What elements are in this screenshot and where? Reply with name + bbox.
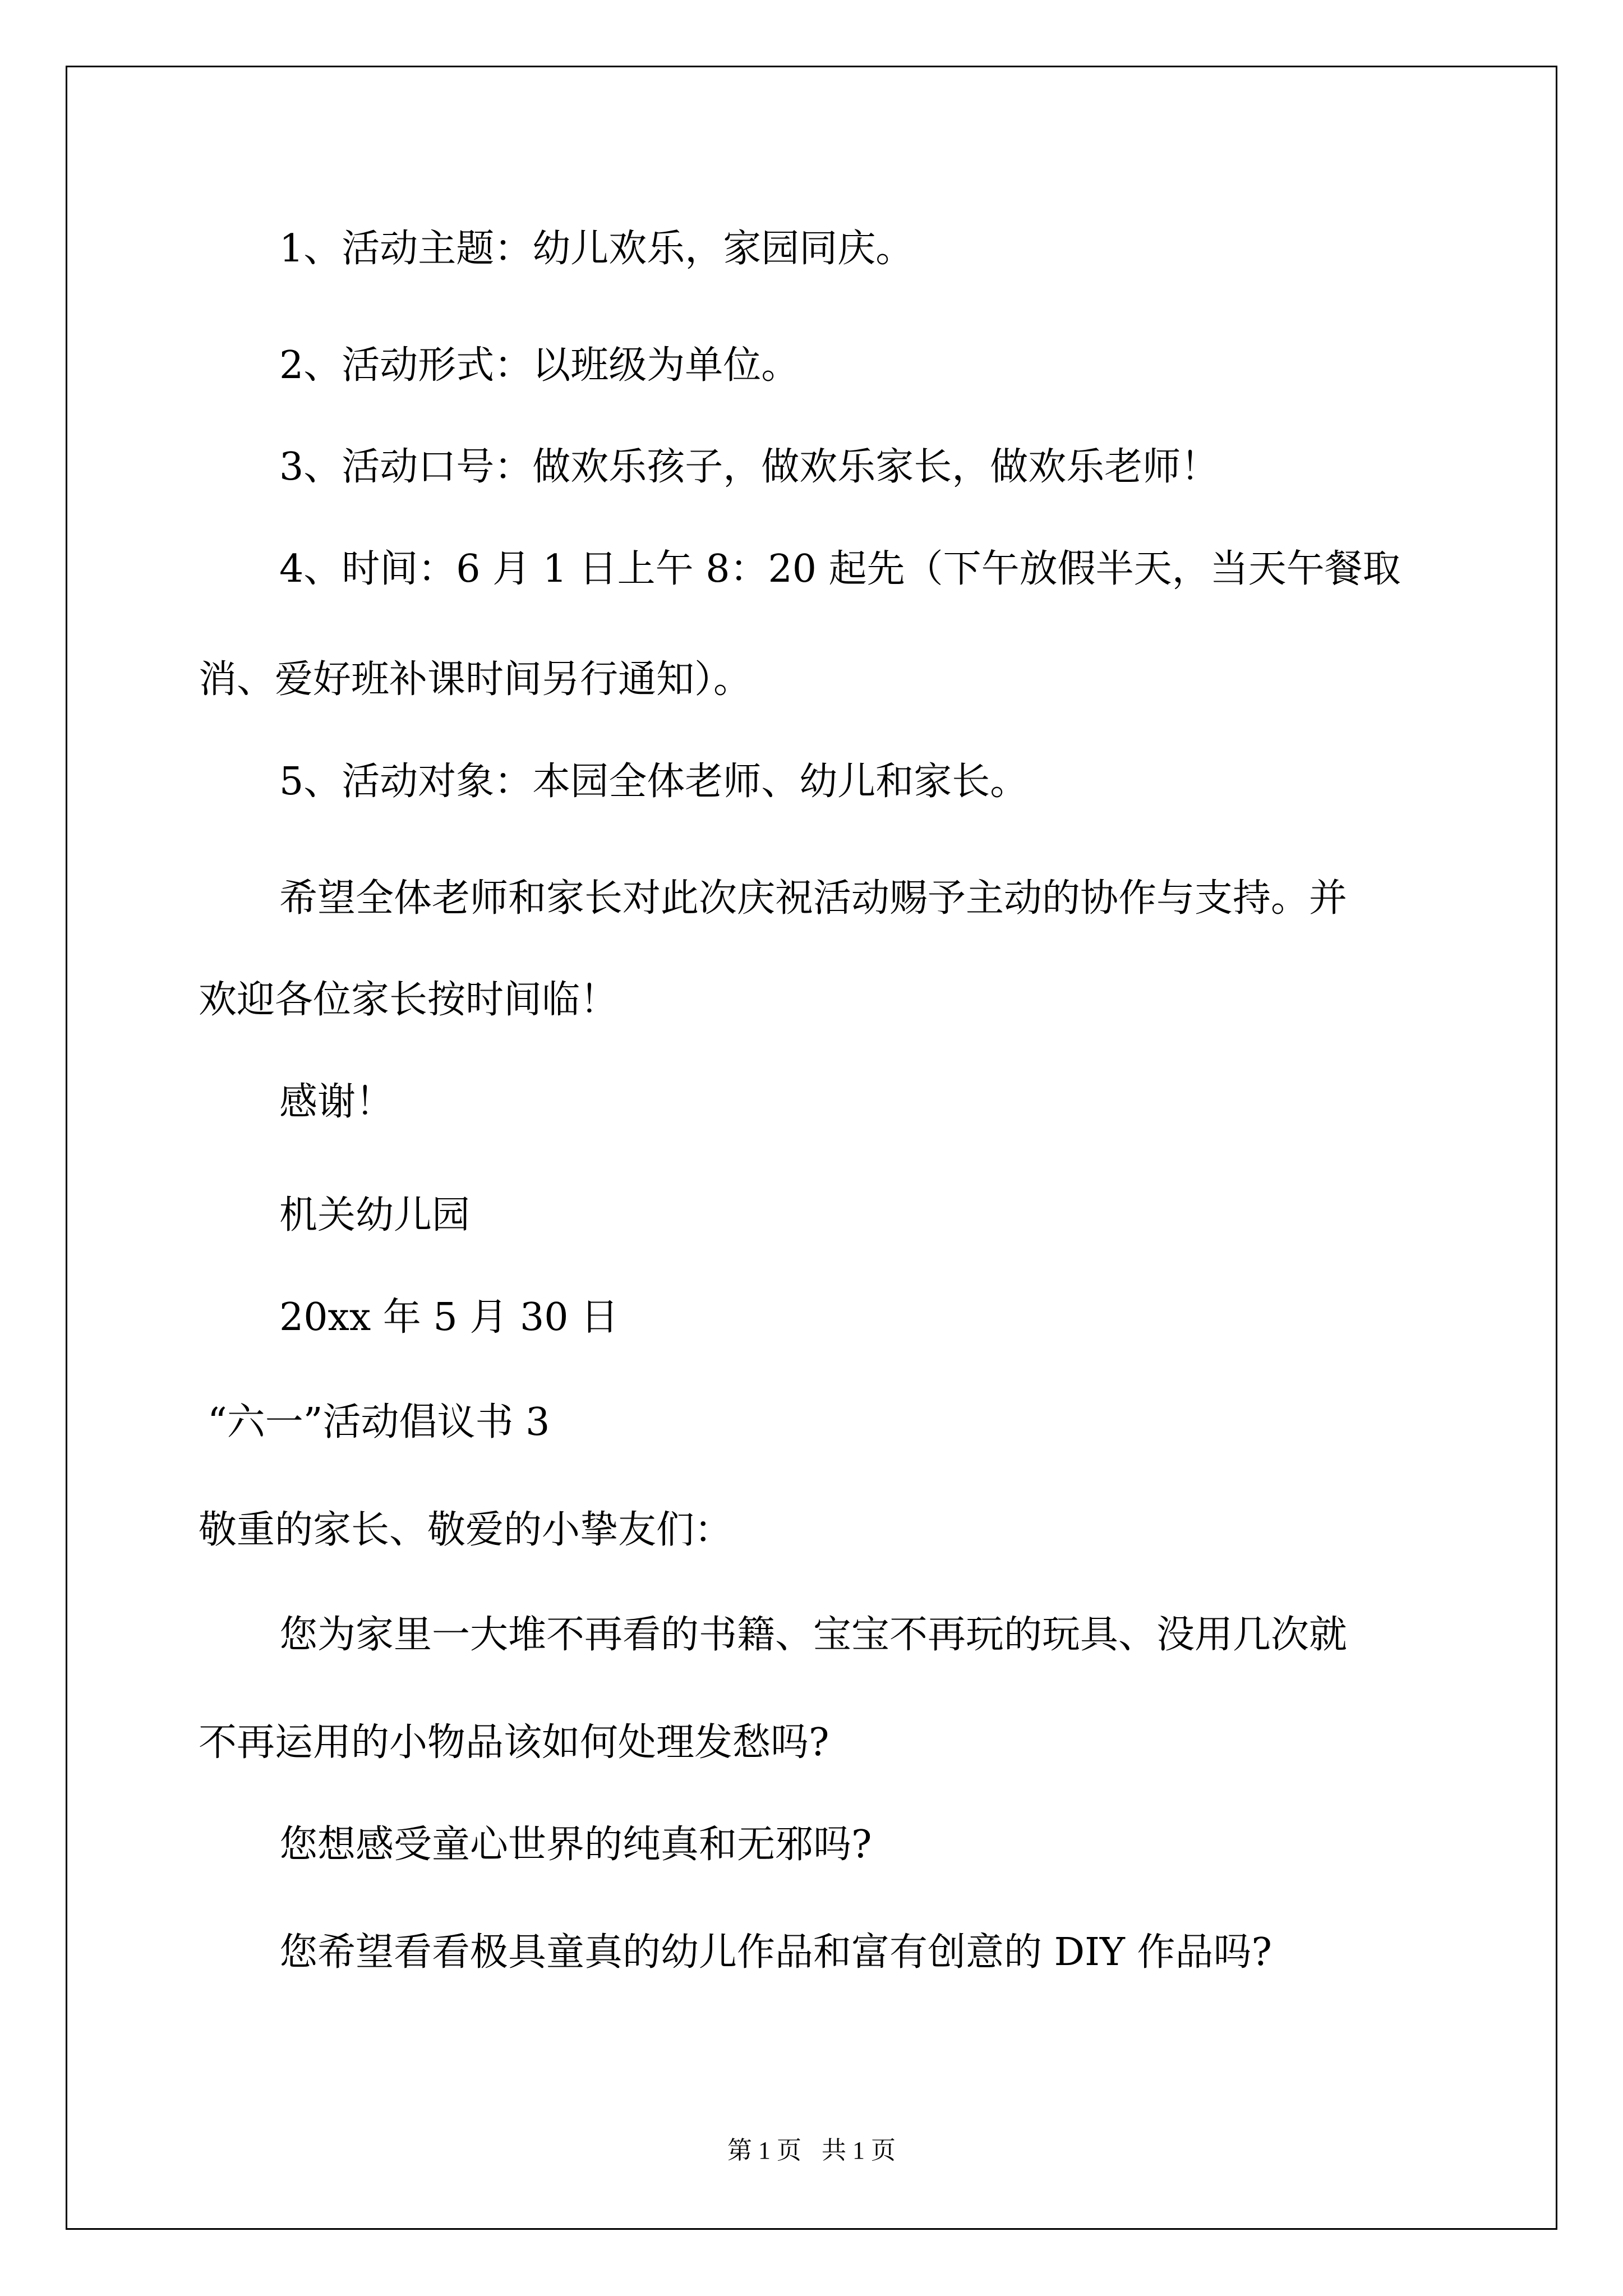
salutation: 敬重的家长、敬爱的小挚友们：: [199, 1508, 733, 1552]
page-footer: [0, 2135, 1623, 2166]
paragraph-line: 20xx 年 5 月 30 日: [279, 1295, 619, 1340]
page-total: 共 1 页: [822, 2137, 896, 2164]
paragraph-line: 欢迎各位家长按时间临！: [199, 978, 619, 1022]
paragraph-line: 1、活动主题：幼儿欢乐，家园同庆。: [279, 227, 914, 271]
paragraph-line: 希望全体老师和家长对此次庆祝活动赐予主动的协作与支持。并: [279, 876, 1348, 921]
paragraph-line: 感谢！: [279, 1080, 394, 1124]
paragraph-line: 您为家里一大堆不再看的书籍、宝宝不再玩的玩具、没用几次就: [279, 1613, 1348, 1657]
paragraph-line: 消、爱好班补课时间另行通知）。: [199, 657, 752, 702]
paragraph-line: 2、活动形式：以班级为单位。: [279, 343, 800, 388]
paragraph-line: 不再运用的小物品该如何处理发愁吗?: [199, 1720, 829, 1765]
paragraph-line: 3、活动口号：做欢乐孩子，做欢乐家长，做欢乐老师！: [279, 445, 1219, 489]
paragraph-line: 4、时间：6 月 1 日上午 8：20 起先（下午放假半天，当天午餐取: [279, 547, 1401, 591]
paragraph-line: 您想感受童心世界的纯真和无邪吗?: [279, 1823, 872, 1867]
paragraph-line: 您希望看看极具童真的幼儿作品和富有创意的 DIY 作品吗?: [279, 1930, 1272, 1975]
paragraph-line: 机关幼儿园: [279, 1193, 471, 1237]
paragraph-line: 5、活动对象：本园全体老师、幼儿和家长。: [279, 760, 1029, 804]
section-heading: “六一”活动倡议书 3: [208, 1400, 550, 1444]
page-number: 第 1 页: [727, 2137, 801, 2164]
